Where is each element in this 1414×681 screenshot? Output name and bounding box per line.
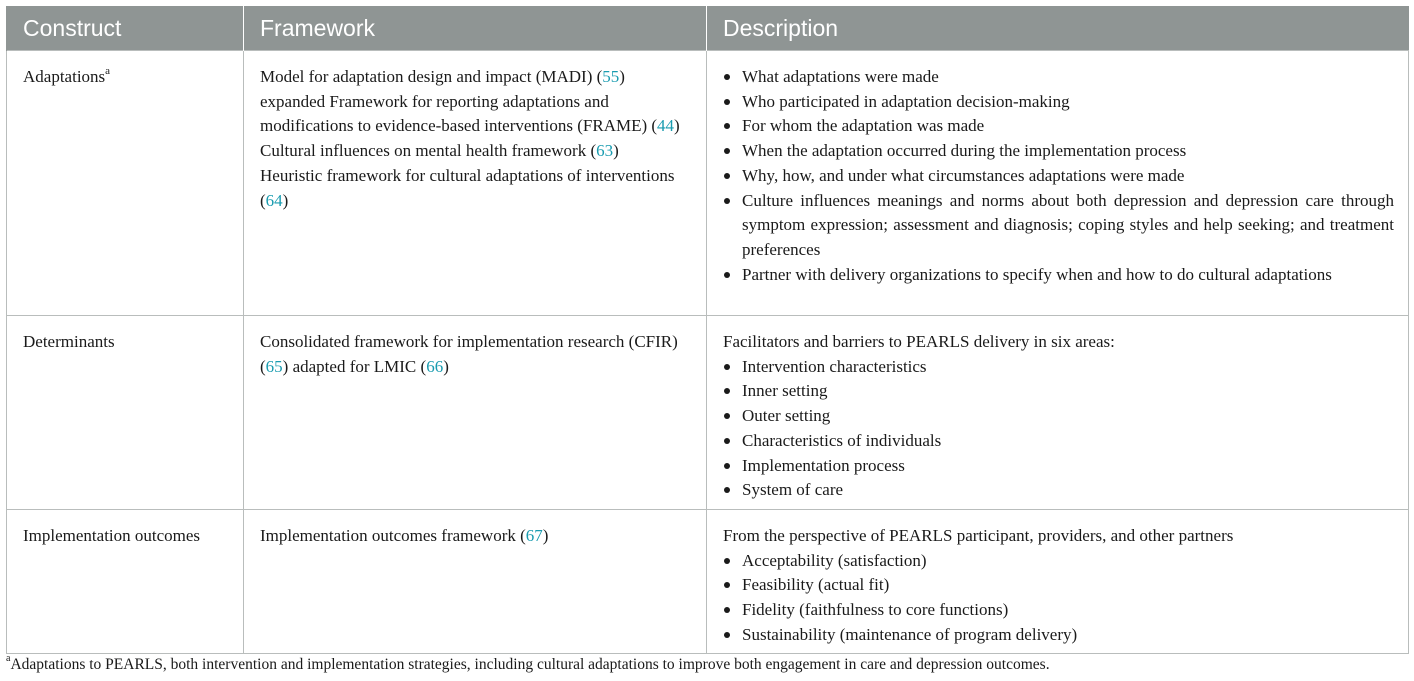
construct-label: Adaptations bbox=[23, 67, 106, 86]
framework-text: ) expanded Framework for reporting adaptations and modifications to evidence-based interventions (FRAME) ( bbox=[260, 67, 658, 136]
footnote-marker: a bbox=[6, 652, 11, 664]
list-item: Sustainability (maintenance of program delivery) bbox=[723, 623, 1394, 648]
list-item: Intervention characteristics bbox=[723, 355, 1394, 380]
reference-link[interactable]: 55 bbox=[602, 67, 620, 86]
description-intro: Facilitators and barriers to PEARLS delivery in six areas: bbox=[723, 332, 1115, 351]
list-item: Acceptability (satisfaction) bbox=[723, 549, 1394, 574]
framework-text: ) adapted for LMIC ( bbox=[282, 356, 427, 376]
list-item: Feasibility (actual fit) bbox=[723, 573, 1394, 598]
header-description: Description bbox=[707, 6, 1409, 51]
framework-cell bbox=[244, 509, 707, 654]
framework-line bbox=[260, 65, 692, 139]
description-list bbox=[723, 65, 1394, 287]
header-framework: Framework bbox=[244, 6, 707, 51]
table-container bbox=[6, 6, 1408, 654]
construct-cell bbox=[7, 51, 244, 316]
list-item: Inner setting bbox=[723, 379, 1394, 404]
table-footnote bbox=[6, 652, 1050, 674]
reference-link[interactable]: 64 bbox=[265, 190, 283, 210]
frameworks-table bbox=[6, 6, 1409, 654]
framework-text: Implementation outcomes framework ( bbox=[260, 525, 526, 545]
list-item: Outer setting bbox=[723, 404, 1394, 429]
description-list bbox=[723, 549, 1394, 648]
list-item: Implementation process bbox=[723, 454, 1394, 479]
framework-text: ) bbox=[282, 190, 289, 210]
framework-text: ) bbox=[674, 116, 680, 136]
table-row bbox=[7, 509, 1409, 654]
description-cell bbox=[707, 316, 1409, 510]
framework-text: Model for adaptation design and impact (MADI) ( bbox=[260, 67, 603, 86]
framework-text: Consolidated framework for implementation research (CFIR) ( bbox=[260, 332, 678, 376]
list-item: Partner with delivery organizations to specify when and how to do cultural adaptations bbox=[723, 263, 1394, 288]
list-item: Who participated in adaptation decision-making bbox=[723, 90, 1394, 115]
construct-cell bbox=[7, 316, 244, 510]
framework-text: ) bbox=[443, 356, 449, 376]
description-intro: From the perspective of PEARLS participant, providers, and other partners bbox=[723, 525, 1234, 545]
list-item: Characteristics of individuals bbox=[723, 429, 1394, 454]
footnote-text: Adaptations to PEARLS, both intervention and implementation strategies, including cultural adaptations to improve both engagement in care and depression outcomes. bbox=[10, 656, 1050, 673]
table-row bbox=[7, 51, 1409, 316]
description-list bbox=[723, 355, 1394, 503]
construct-cell bbox=[7, 509, 244, 654]
framework-cell bbox=[244, 51, 707, 316]
reference-link[interactable]: 65 bbox=[265, 356, 283, 376]
header-row bbox=[7, 6, 1409, 51]
description-cell bbox=[707, 509, 1409, 654]
framework-line bbox=[260, 139, 692, 164]
list-item: System of care bbox=[723, 478, 1394, 503]
list-item: Why, how, and under what circumstances adaptations were made bbox=[723, 164, 1394, 189]
framework-line bbox=[260, 330, 692, 379]
list-item: When the adaptation occurred during the implementation process bbox=[723, 139, 1394, 164]
framework-text: ) bbox=[542, 525, 549, 545]
construct-label: Implementation outcomes bbox=[23, 525, 201, 545]
description-cell bbox=[707, 51, 1409, 316]
construct-label: Determinants bbox=[23, 332, 115, 351]
reference-link[interactable]: 67 bbox=[525, 525, 543, 545]
framework-text: ) bbox=[613, 141, 619, 161]
framework-line bbox=[260, 164, 692, 213]
framework-text: Heuristic framework for cultural adaptations of interventions ( bbox=[260, 165, 675, 210]
list-item: For whom the adaptation was made bbox=[723, 114, 1394, 139]
header-construct: Construct bbox=[7, 6, 244, 51]
framework-cell bbox=[244, 316, 707, 510]
table-row bbox=[7, 316, 1409, 510]
list-item: What adaptations were made bbox=[723, 65, 1394, 90]
reference-link[interactable]: 44 bbox=[657, 116, 675, 136]
list-item: Culture influences meanings and norms about both depression and depression care through symptom expression; assessment and diagnosis; coping styles and help seeking; and treatment preferences bbox=[723, 189, 1394, 263]
framework-line bbox=[260, 524, 692, 549]
reference-link[interactable]: 63 bbox=[596, 141, 614, 161]
list-item: Fidelity (faithfulness to core functions) bbox=[723, 598, 1394, 623]
framework-text: Cultural influences on mental health framework ( bbox=[260, 141, 597, 161]
footnote-marker: a bbox=[105, 65, 111, 78]
reference-link[interactable]: 66 bbox=[426, 356, 444, 376]
